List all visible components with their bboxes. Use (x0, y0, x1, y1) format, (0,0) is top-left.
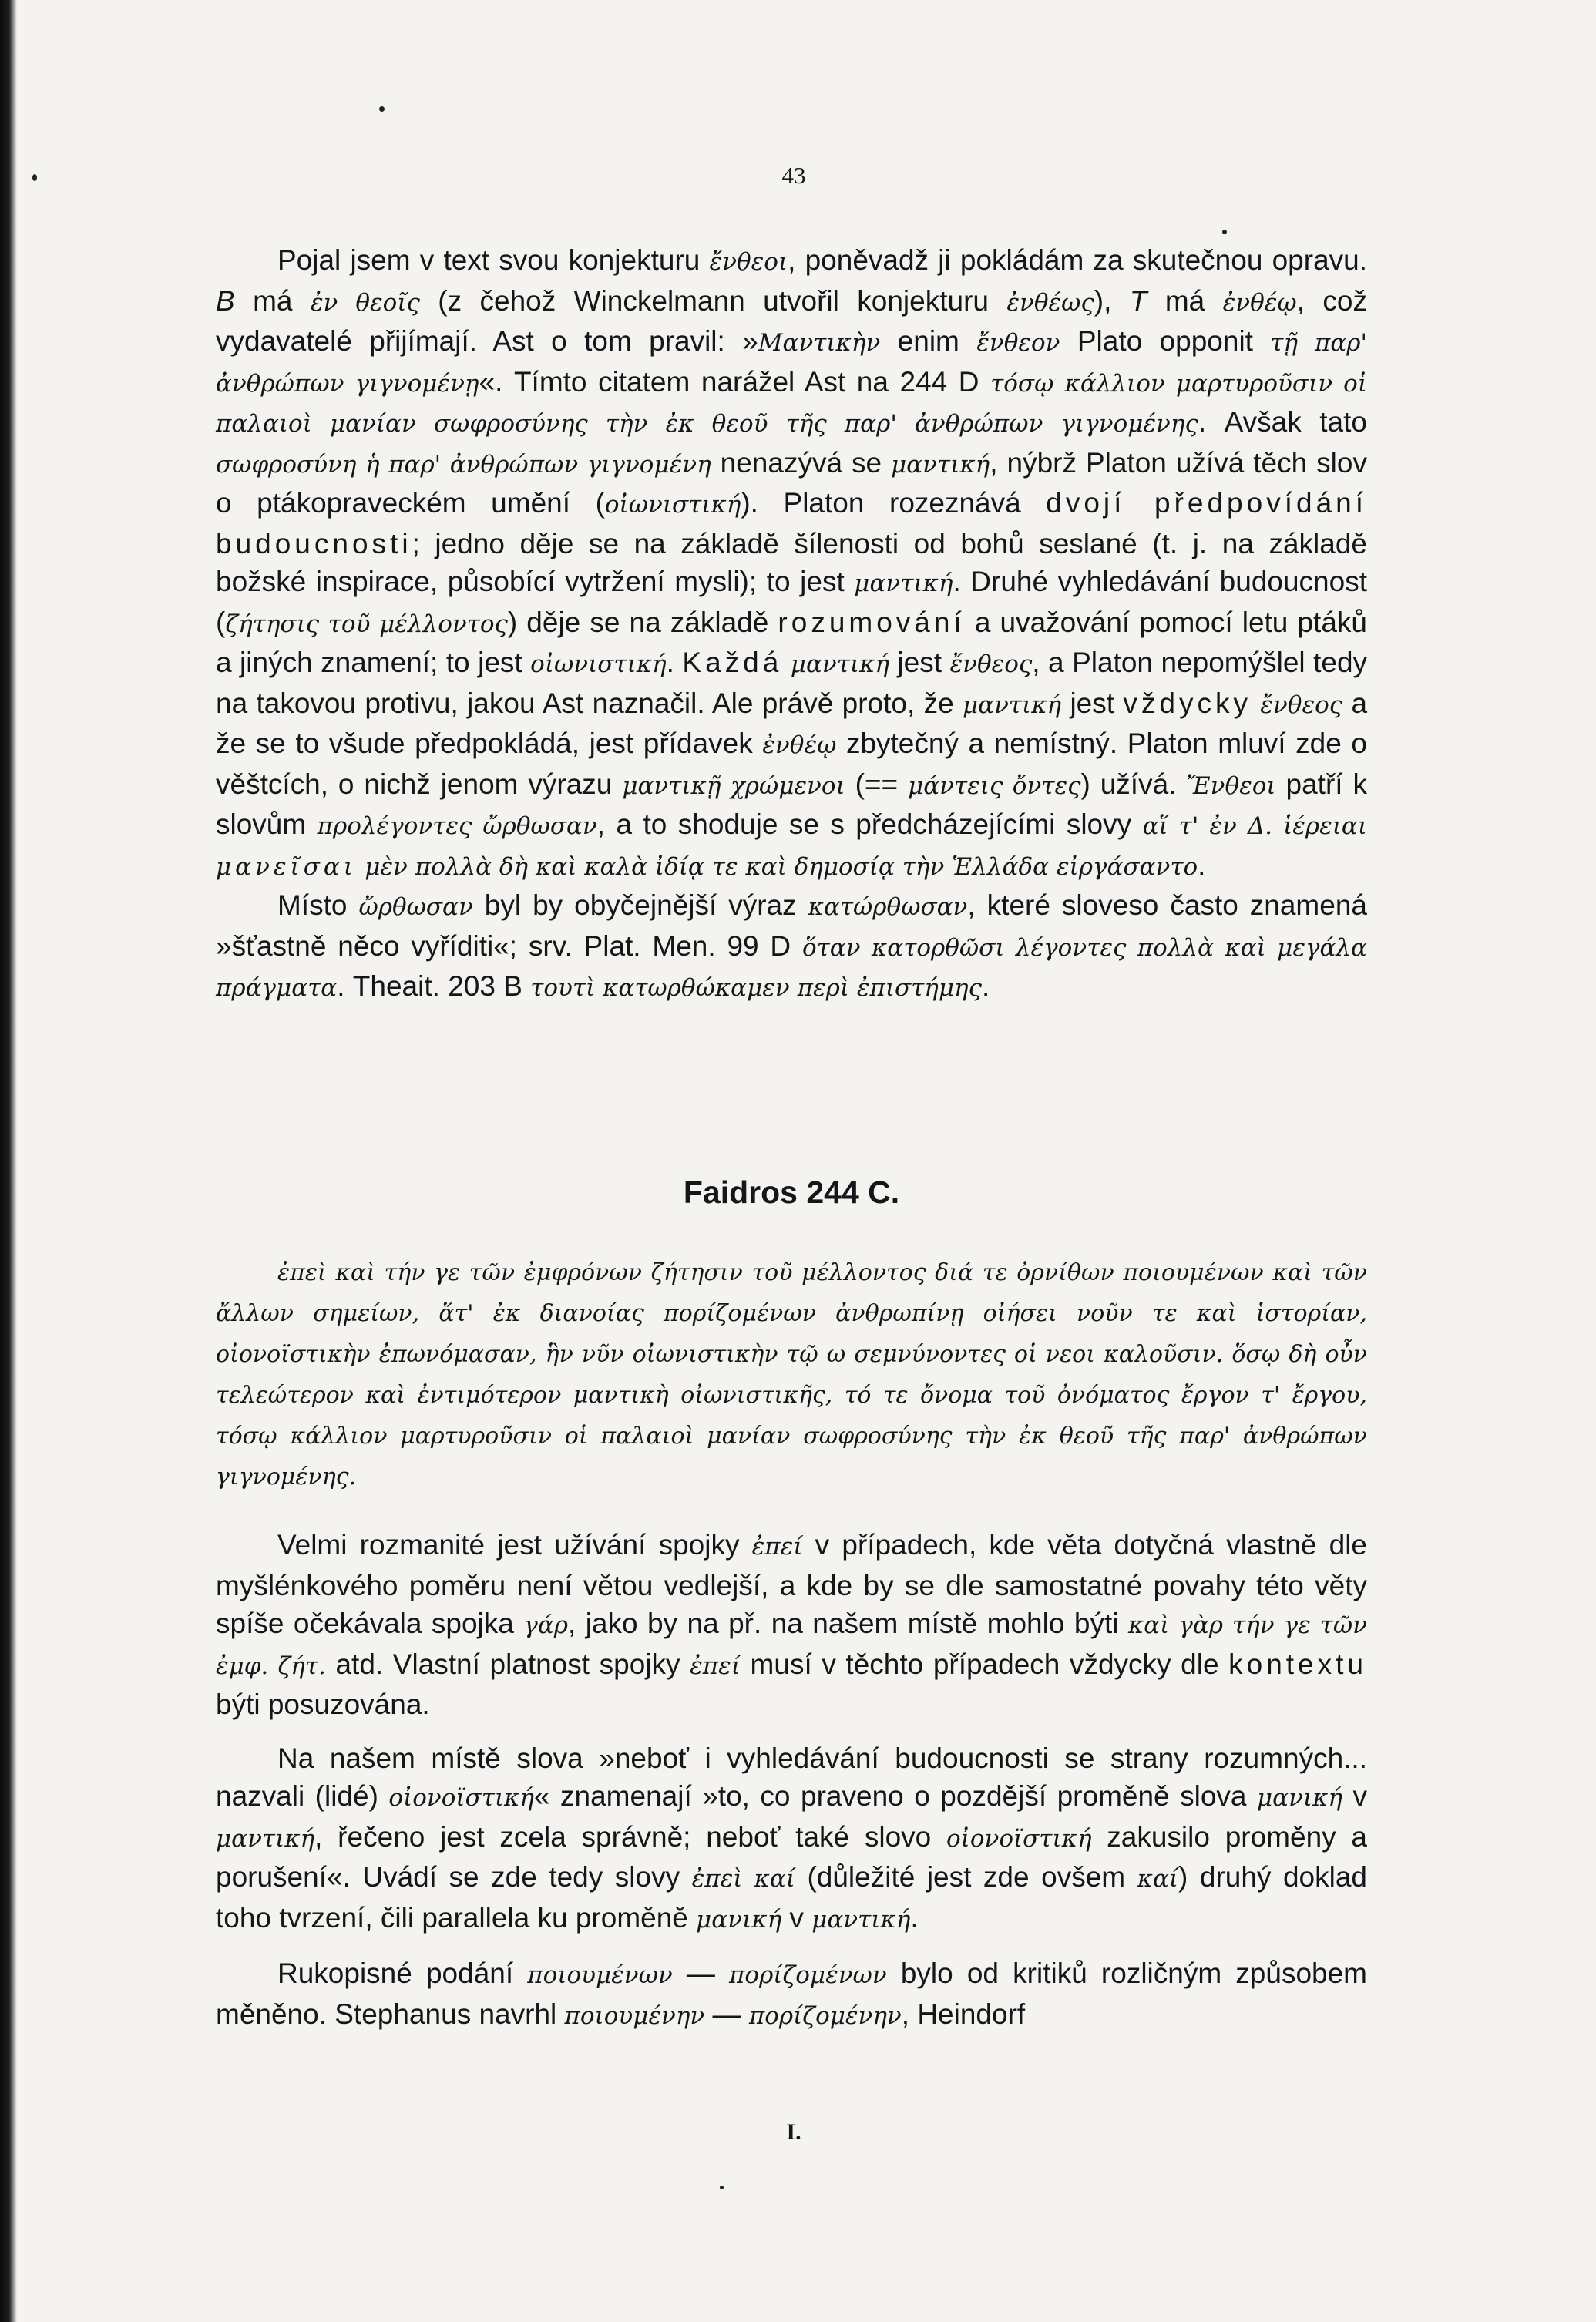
manuscript-siglum: B (216, 284, 235, 317)
text-run: v (781, 1901, 812, 1934)
greek-word: οἰονοϊστική (388, 1784, 534, 1812)
text-run: ). Platon rozeznává (741, 487, 1047, 519)
greek-quote: μὲν πολλὰ δὴ καὶ καλὰ ἰδίᾳ τε καὶ δημοσίᾳ τὴν Ἑλλάδα εἰργάσαντο (365, 852, 1198, 881)
greek-word: μαντική (216, 1824, 315, 1853)
greek-word: ἔνθεος (949, 650, 1033, 678)
text-run: (důležité jest zde ovšem (795, 1861, 1137, 1893)
text-run: — (672, 1957, 730, 1989)
greek-word: μαντική (962, 691, 1062, 719)
greek-word: Ἔνθεοι (1186, 771, 1276, 800)
manuscript-siglum: T (1129, 284, 1147, 317)
text-run: musí v těchto případech vždycky dle (740, 1648, 1229, 1680)
greek-word: ἐνθέῳ (762, 731, 837, 759)
greek-word: ὤρθωσαν (358, 893, 473, 921)
greek-word: ἔνθεον (976, 329, 1060, 357)
text-run: zbytečný a nemístný. Platon mluví zde o věštcích, o nichž jenom výrazu (216, 728, 1367, 800)
spaced-emphasis: Každá (682, 647, 783, 678)
greek-word: πορίζομένην (748, 2001, 902, 2030)
greek-word: μαντική (854, 570, 953, 597)
greek-word: οἰωνιστική (604, 491, 741, 519)
text-run: . (981, 970, 990, 1002)
text-run: a uvažování pomocí letu ptáků a jiných znamení; to jest (216, 606, 1367, 678)
scan-speck (32, 174, 37, 181)
spaced-emphasis: kontextu (1228, 1648, 1367, 1680)
text-run: ), (1094, 284, 1130, 317)
text-run: nenazývá se (711, 446, 892, 479)
spaced-emphasis: dvojí předpovídání budoucnosti (216, 487, 1368, 559)
page-number: 43 (781, 162, 806, 189)
text-run: a že se to všude předpokládá, jest přídavek (216, 687, 1368, 759)
text-run: Pojal jsem v text svou konjekturu (277, 244, 710, 276)
greek-word: Μαντικὴν (758, 329, 881, 357)
greek-quote: αἵ τ' ἐν Δ. ἱέρειαι (1142, 812, 1367, 840)
text-run: — (704, 1998, 749, 2030)
spaced-emphasis: rozumování (778, 606, 966, 638)
scan-speck (379, 106, 385, 112)
text-run: . (1198, 848, 1206, 881)
greek-passage: ἐπεὶ καὶ τήν γε τῶν ἐμφρόνων ζήτησιν τοῦ μέλλοντος διά τε ὀρνίθων ποιουμένων καὶ τῶν ἄλλων σημείων, ἅτ' ἐκ διανοίας πορίζομένων ἀνθρωπίνῃ οἰήσει νοῦν τε καὶ ἱστορίαν, οἰονοϊστικὴν ἐπωνόμασαν, ἣν νῦν οἰωνιστικὴν τῷ ω σεμνύνοντες οἱ νεοι καλοῦσιν. ὅσῳ δὴ οὖν τελεώτερον καὶ ἐντιμότερον μαντικὴ οἰωνιστικῆς, τό τε ὄνομα τοῦ ὀνόματος ἔργον τ' ἔργου, τόσῳ κάλλιον μαρτυροῦσιν οἱ παλαιοὶ μανίαν σωφροσύνης τὴν ἐκ θεοῦ τῆς παρ' ἀνθρώπων γιγνομένης. (216, 1259, 1367, 1490)
greek-word: ποιουμένην (564, 2001, 705, 2030)
greek-word: καί (1137, 1865, 1179, 1893)
text-run: ) užívá. (1080, 768, 1187, 800)
text-run: Plato opponit (1060, 325, 1271, 357)
greek-word: πορίζομένων (729, 1961, 887, 1989)
text-run: «. Tímto citatem narážel Ast na 244 D (479, 365, 991, 398)
text-run: ; jedno děje se na základě šílenosti od bohů seslané (t. j. na základě božské inspirace, působící vytržení mysli); to jest (216, 527, 1367, 597)
text-run: , řečeno jest zcela správně; neboť také slovo (314, 1820, 946, 1853)
greek-quote: καὶ γὰρ τήν γε τῶν ἐμφ. ζήτ. (216, 1611, 1367, 1680)
text-run (782, 647, 790, 678)
text-run: , které sloveso často znamená »šťastně něco vyříditi«; srv. Plat. Men. 99 D (216, 889, 1367, 962)
text-run: . Druhé vyhledávání budoucnost ( (216, 566, 1367, 638)
text-run: Místo (277, 889, 359, 921)
greek-quote: τουτὶ κατωρθώκαμεν περὶ ἐπιστήμης (530, 974, 982, 1002)
text-run (357, 849, 365, 881)
greek-word: ἔνθεοι (709, 248, 788, 276)
greek-word: μαντική (790, 650, 889, 678)
text-run: , poněvadž ji pokládám za skutečnou opravu. (788, 244, 1368, 276)
text-run: Velmi rozmanité jest užívání spojky (277, 1529, 752, 1561)
text-run: ) druhý doklad toho tvrzení, čili parallela ku proměně (216, 1861, 1367, 1934)
text-run: jest (1061, 687, 1124, 719)
greek-word: ἐν θεοῖς (310, 288, 420, 317)
text-run: (z čehož Winckelmann utvořil konjekturu (419, 284, 1007, 317)
paragraph (216, 1954, 1367, 2035)
greek-word: μανική (696, 1905, 782, 1934)
greek-word: ἐνθέῳ (1222, 288, 1297, 317)
greek-quote: τόσῳ κάλλιον μαρτυροῦσιν οἱ παλαιοὶ μανίαν σωφροσύνης τὴν ἐκ θεοῦ τῆς παρ' ἀνθρώπων γιγνομένης (216, 369, 1367, 438)
greek-word: μανεῖσαι (216, 852, 357, 881)
section-heading: Faidros 244 C. (683, 1174, 900, 1210)
greek-word: οἰωνιστική (530, 650, 667, 678)
text-run: býti posuzována. (216, 1689, 430, 1720)
text-run: . (910, 1901, 919, 1934)
scan-speck (1222, 230, 1227, 234)
greek-word: ἔνθεος (1260, 691, 1343, 719)
greek-word: μανική (1257, 1784, 1342, 1812)
signature-mark: I. (786, 2119, 801, 2145)
text-run: . (666, 647, 683, 678)
greek-quote: μάντεις ὄντες (908, 771, 1081, 800)
greek-quotation (216, 1252, 1367, 1497)
paragraph (216, 1739, 1367, 1940)
text-run: . Avšak tato (1198, 406, 1367, 438)
lower-text-block (216, 1526, 1367, 2035)
paragraph (216, 241, 1367, 886)
text-run: enim (880, 325, 977, 357)
top-text-block (216, 241, 1367, 1008)
text-run: « znamenají »to, co praveno o pozdější proměně slova (533, 1780, 1258, 1812)
text-run: . Theait. 203 B (337, 970, 531, 1002)
text-run: má (1147, 284, 1223, 317)
greek-quote: προλέγοντες ὤρθωσαν (317, 812, 597, 840)
text-run: Na našem místě slova »neboť i vyhledávání budoucnosti se strany rozumných... nazvali (lidé) (216, 1742, 1367, 1812)
scan-speck (720, 2186, 724, 2189)
paragraph (216, 886, 1367, 1008)
greek-word: γάρ (523, 1611, 568, 1639)
text-run: ) děje se na základě (507, 606, 778, 638)
text-run: , a Platon nepomýšlel tedy na takovou protivu, jakou Ast naznačil. Ale právě proto, že (216, 647, 1368, 719)
text-run: , Heindorf (901, 1998, 1026, 2030)
text-run: , nýbrž Platon užívá těch slov o ptákopraveckém umění ( (216, 446, 1367, 519)
greek-quote: μαντικῇ χρώμενοι (622, 771, 845, 800)
text-run: v (1342, 1780, 1367, 1812)
text-run: (== (845, 768, 909, 800)
greek-word: ἐπεί (690, 1652, 741, 1680)
greek-quote: ζήτησις τοῦ μέλλοντος (225, 610, 508, 638)
greek-word: ἐνθέως (1006, 288, 1094, 317)
text-run: , a to shoduje se s předcházejícími slovy (596, 808, 1143, 840)
text-run: jest (889, 647, 950, 678)
text-run: zakusilo proměny a porušení«. Uvádí se zde tedy slovy (216, 1820, 1367, 1893)
text-run: v případech, kde věta dotyčná vlastně dle myšlénkového poměru není větou vedlejší, a kde by se dle samostatné povahy této věty spíše očekávala spojka (216, 1529, 1367, 1639)
greek-word: ἐπεί (751, 1533, 803, 1561)
scan-edge-shadow (0, 0, 17, 2322)
greek-quote: σωφροσύνη ἡ παρ' ἀνθρώπων γιγνομένη (216, 450, 711, 479)
text-run: , což vydavatelé přijímají. Ast o tom pravil: » (216, 284, 1367, 357)
text-run (1252, 687, 1260, 719)
paragraph (216, 1526, 1367, 1724)
text-run: byl by obyčejnější výraz (472, 889, 808, 921)
text-run: , jako by na př. na našem místě mohlo býti (567, 1608, 1128, 1639)
greek-word: ἐπεὶ καί (691, 1865, 795, 1893)
greek-quote: τῇ παρ' ἀνθρώπων γιγνομένῃ (216, 329, 1367, 398)
text-run: Rukopisné podání (277, 1957, 528, 1989)
greek-word: κατώρθωσαν (808, 893, 968, 921)
spaced-emphasis: vždycky (1123, 687, 1252, 719)
text-run: bylo od kritiků rozličným způsobem měněno. Stephanus navrhl (216, 1957, 1368, 2030)
greek-word: οἰονοϊστική (946, 1824, 1092, 1853)
text-run: má (234, 284, 311, 317)
greek-word: μαντική (891, 450, 990, 479)
greek-word: μαντική (811, 1905, 911, 1934)
greek-word: ποιουμένων (527, 1961, 673, 1989)
text-run: patří k slovům (216, 768, 1367, 840)
text-run: atd. Vlastní platnost spojky (325, 1648, 690, 1680)
greek-quote: ὅταν κατορθῶσι λέγοντες πολλὰ καὶ μεγάλα πράγματα (216, 933, 1367, 1002)
